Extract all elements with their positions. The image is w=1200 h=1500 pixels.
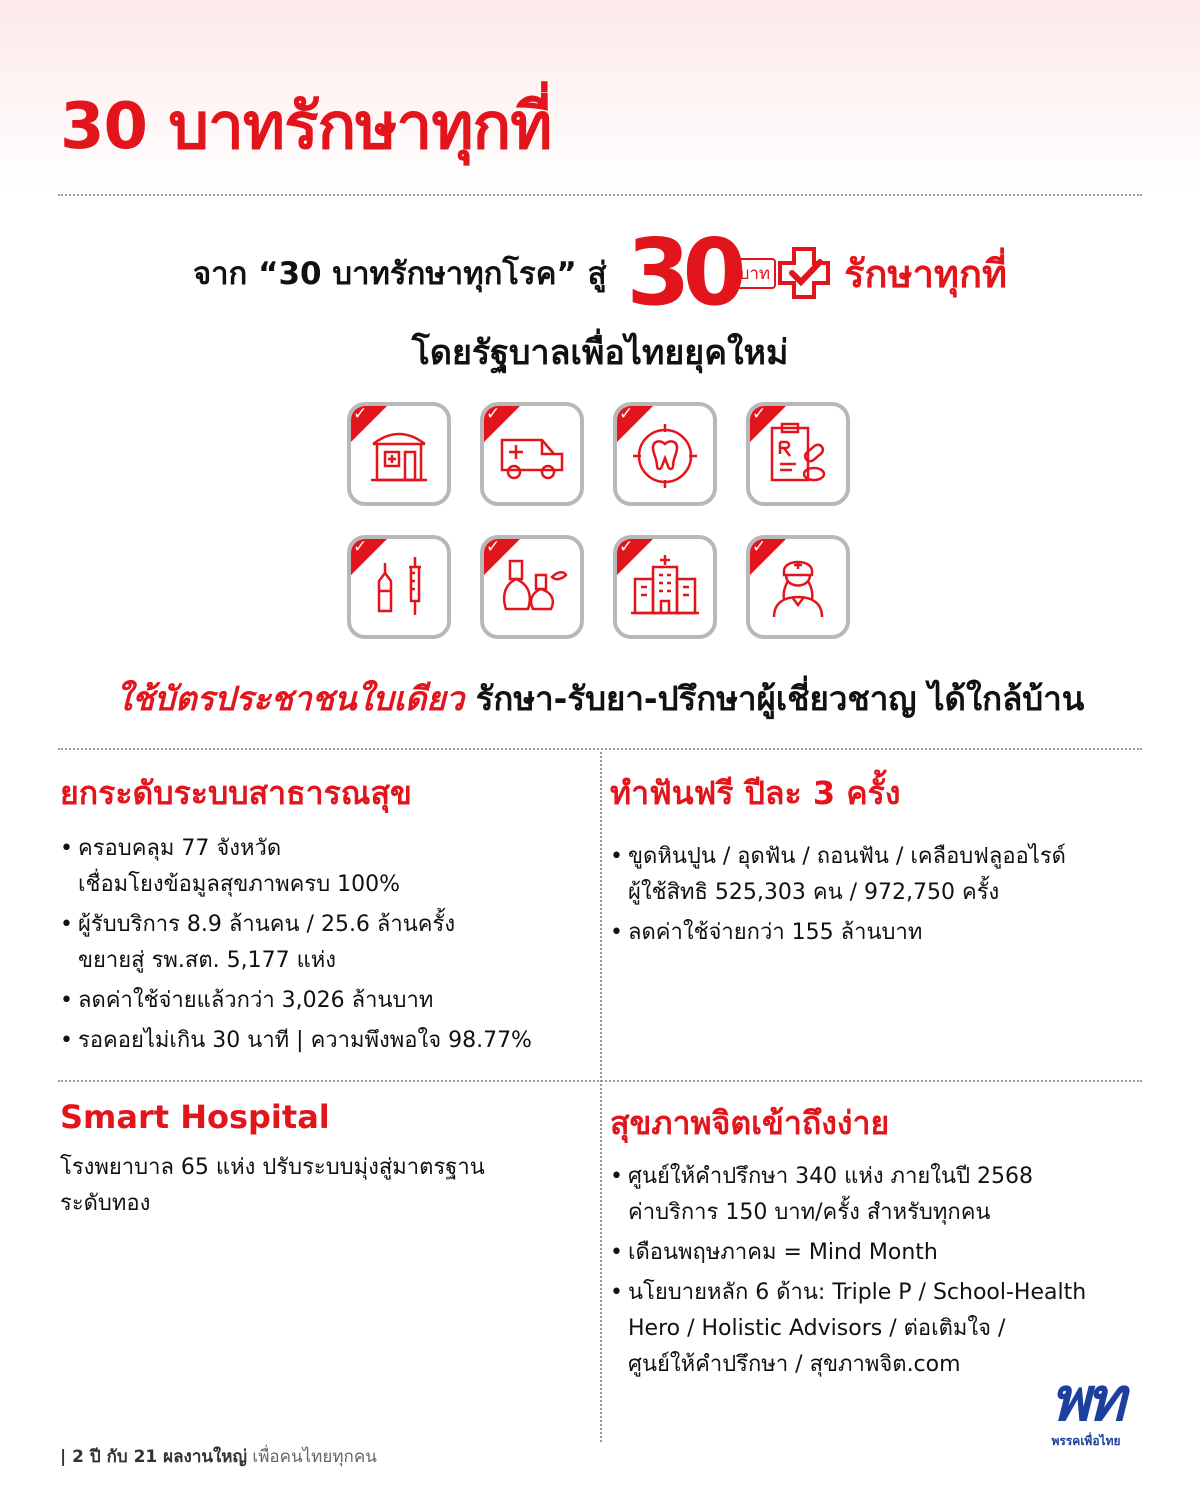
section-text: โรงพยาบาล 65 แห่ง ปรับระบบมุ่งสู่มาตรฐาน ระดับทอง: [60, 1155, 485, 1216]
section-mental-health: [610, 1098, 1150, 1387]
hospital-icon: ✓: [613, 535, 717, 639]
section-dental: [610, 768, 1150, 955]
cross-check-icon: [776, 245, 832, 301]
cta-line: [0, 672, 1200, 725]
subtitle: โดยรัฐบาลเพื่อไทยยุคใหม่: [411, 333, 789, 373]
cta-highlight: ใช้บัตรประชาชนใบเดียว: [115, 679, 465, 718]
party-logo: [1030, 1365, 1142, 1451]
clinic-icon: ✓: [347, 402, 451, 506]
section-title: ทำฟันฟรี ปีละ 3 ครั้ง: [610, 774, 901, 812]
campaign-logo: [626, 219, 1008, 326]
party-logo-name: พรรคเพื่อไทย: [1051, 1434, 1121, 1448]
list-item: • รอคอยไม่เกิน 30 นาที | ความพึงพอใจ 98.77%: [60, 1023, 580, 1059]
column-divider: [600, 752, 602, 1442]
divider: [58, 748, 1142, 750]
footer: [60, 1443, 377, 1470]
logo-baht: บาท: [733, 258, 777, 289]
intro-from-text: จาก “30 บาทรักษาทุกโรค” สู่: [192, 256, 607, 292]
list-item: • ขูดหินปูน / อุดฟัน / ถอนฟัน / เคลือบฟลูออไรด์ ผู้ใช้สิทธิ 525,303 คน / 972,750 ครั้ง: [610, 839, 1150, 911]
list-item: • นโยบายหลัก 6 ด้าน: Triple P / School-Health Hero / Holistic Advisors / ต่อเติมใจ / ศูนย์ให้คำปรึกษา / สุขภาพจิต.com: [610, 1275, 1150, 1383]
list-item: • ลดค่าใช้จ่ายกว่า 155 ล้านบาท: [610, 915, 1150, 951]
section-smart-hospital: [60, 1098, 580, 1222]
list-item: • ครอบคลุม 77 จังหวัด เชื่อมโยงข้อมูลสุขภาพครบ 100%: [60, 831, 580, 903]
list-item: • ศูนย์ให้คำปรึกษา 340 แห่ง ภายในปี 2568 ค่าบริการ 150 บาท/ครั้ง สำหรับทุกคน: [610, 1159, 1150, 1231]
logo-slogan: รักษาทุกที่: [844, 251, 1008, 296]
divider: [58, 1080, 1142, 1082]
cta-rest: รักษา-รับยา-ปรึกษาผู้เชี่ยวชาญ ได้ใกล้บ้าน: [475, 679, 1085, 718]
intro-line: [0, 219, 1200, 326]
ambulance-icon: ✓: [480, 402, 584, 506]
footer-bold: | 2 ปี กับ 21 ผลงานใหญ่: [60, 1447, 247, 1467]
page-title: 30 บาทรักษาทุกที่: [60, 90, 552, 164]
logo-number: 30: [626, 219, 739, 326]
party-logo-mark: พท: [1050, 1365, 1122, 1435]
tooth-icon: ✓: [613, 402, 717, 506]
list-item: • ผู้รับบริการ 8.9 ล้านคน / 25.6 ล้านครั้ง ขยายสู่ รพ.สต. 5,177 แห่ง: [60, 907, 580, 979]
list-item: • เดือนพฤษภาคม = Mind Month: [610, 1235, 1150, 1271]
prescription-icon: ✓: [746, 402, 850, 506]
section-title: สุขภาพจิตเข้าถึงง่าย: [610, 1104, 890, 1142]
footer-rest: เพื่อคนไทยทุกคน: [252, 1447, 377, 1467]
thai-massage-icon: ✓: [480, 535, 584, 639]
divider: [58, 194, 1142, 196]
vaccine-icon: ✓: [347, 535, 451, 639]
nurse-icon: ✓: [746, 535, 850, 639]
list-item: • ลดค่าใช้จ่ายแล้วกว่า 3,026 ล้านบาท: [60, 983, 580, 1019]
section-public-health: [60, 768, 580, 1063]
section-title: ยกระดับระบบสาธารณสุข: [60, 774, 412, 812]
section-title: Smart Hospital: [60, 1098, 330, 1136]
